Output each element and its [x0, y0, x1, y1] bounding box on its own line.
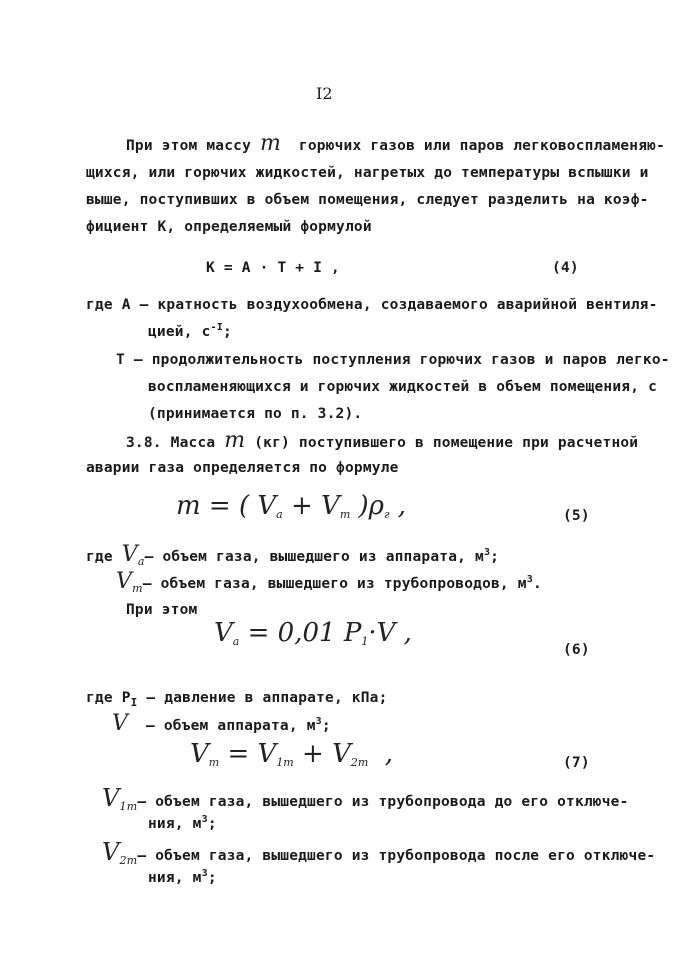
def-t-prefix: Т: [116, 352, 125, 368]
def-v1t-symbol-sub: 1т: [119, 800, 138, 813]
def-v2t-text2: ния, м: [148, 870, 202, 886]
def-a-line2: [148, 323, 232, 341]
eq7-eq: = V: [219, 739, 277, 769]
eq7-sub1: 1т: [276, 756, 294, 769]
equation-5: [176, 491, 406, 521]
def-a-unit-exponent: -I: [210, 322, 223, 333]
def-v2t-sup: 3: [201, 868, 208, 879]
def-v2t-symbol-sub: 2т: [119, 854, 138, 867]
def-vt-symbol-v: V: [116, 569, 133, 594]
def-va-end: ;: [490, 549, 500, 565]
eq7-lhs-sub: т: [208, 756, 220, 769]
def-va-prefix: где: [86, 549, 113, 565]
def-vt-text: – объем газа, вышедшего из трубопроводов, м: [142, 576, 527, 592]
mass-symbol-2: m: [224, 428, 246, 453]
eq5-plus: + V: [282, 491, 340, 521]
eq5-comma: ,: [389, 491, 407, 521]
def-v-symbol: V: [112, 711, 129, 736]
eq7-plus: + V: [293, 739, 351, 769]
def-v2t-symbol: [102, 838, 137, 866]
def-v2t-line2: [148, 869, 217, 887]
def-a-end: ;: [222, 324, 232, 340]
def-v1t-symbol: [102, 784, 137, 812]
equation-7: [190, 739, 393, 769]
def-p1-text: – давление в аппарате, кПа;: [146, 690, 388, 706]
mass-symbol: m: [259, 131, 282, 156]
def-v2t-end: ;: [207, 870, 217, 886]
section-3-8-line2: аварии газа определяется по формуле: [86, 460, 399, 476]
para1-text-b: горючих газов или паров легковоспламеняю-: [298, 138, 666, 154]
para1-line1: [126, 131, 666, 156]
eq6-p-sub: 1: [361, 635, 369, 648]
def-t-line3: (принимается по п. 3.2).: [148, 406, 363, 422]
def-a-unit: цией, с: [148, 324, 211, 340]
def-a-dash: –: [139, 297, 149, 313]
section-3-8-line1: [126, 428, 639, 453]
eq5-va-sub: a: [276, 508, 283, 521]
def-v2t-text: – объем газа, вышедшего из трубопровода после его отключе-: [137, 848, 656, 864]
eq5-rho: )ρ: [350, 491, 384, 521]
def-v-end: ;: [321, 718, 331, 734]
def-a-prefix: где А: [86, 297, 131, 313]
def-v-sup: 3: [315, 716, 322, 727]
def-vt: [116, 569, 542, 595]
def-v1t-line2: [148, 815, 217, 833]
def-v1t-sup: 3: [201, 814, 208, 825]
section-3-8-text-b: (кг) поступившего в помещение при расчетной: [254, 435, 639, 451]
para1-line2: щихся, или горючих жидкостей, нагретых до температуры вспышки и: [86, 165, 649, 181]
def-v2t-line1: [102, 838, 656, 867]
eq7-sub2: 2т: [350, 756, 369, 769]
eq6-v: ·V ,: [368, 618, 412, 648]
def-v1t-line1: [102, 784, 629, 813]
def-v1t-end: ;: [207, 816, 217, 832]
def-a-line1: [86, 296, 658, 314]
pri-etom: При этом: [126, 602, 198, 618]
para1-line4: фициент К, определяемый формулой: [86, 219, 372, 235]
page-number: I2: [316, 84, 333, 103]
def-vt-sup: 3: [526, 574, 533, 585]
eq5-rho-sub: г: [383, 508, 390, 521]
eq5-vt-sub: т: [339, 508, 351, 521]
def-a-text: кратность воздухообмена, создаваемого аварийной вентиля-: [157, 297, 658, 313]
eq6-lhs: V: [214, 618, 233, 648]
def-v1t-symbol-v: V: [102, 784, 120, 812]
eq7-comma: ,: [368, 739, 394, 769]
def-va-symbol-v: V: [121, 542, 138, 567]
def-v-text: – объем аппарата, м: [145, 718, 316, 734]
def-t-line2: воспламеняющихся и горючих жидкостей в объем помещения, с: [148, 379, 657, 395]
equation-6: [214, 618, 412, 648]
def-t-dash: –: [133, 352, 143, 368]
equation-4-label: (4): [552, 260, 579, 276]
def-va-symbol-sub: a: [137, 555, 145, 568]
def-v: [112, 711, 331, 736]
def-v1t-text2: ния, м: [148, 816, 202, 832]
eq7-lhs: V: [190, 739, 209, 769]
section-3-8-text-a: 3.8. Масса: [126, 435, 216, 451]
def-t-line1: [116, 351, 670, 369]
def-p1: [86, 689, 388, 707]
def-vt-symbol-sub: т: [132, 582, 143, 595]
def-vt-end: .: [532, 576, 542, 592]
def-p1-prefix: где Р: [86, 690, 131, 706]
equation-7-label: (7): [563, 755, 590, 771]
def-p1-sub: I: [130, 696, 138, 709]
para1-text-a: При этом массу: [126, 138, 252, 154]
def-va-text: – объем газа, вышедшего из аппарата, м: [144, 549, 484, 565]
equation-4: К = А · Т + I ,: [206, 260, 340, 276]
eq6-lhs-sub: a: [232, 635, 240, 648]
equation-6-label: (6): [563, 642, 590, 658]
eq5-lhs: m = ( V: [176, 491, 277, 521]
eq6-rhs: = 0,01 P: [239, 618, 362, 648]
def-v2t-symbol-v: V: [102, 838, 120, 866]
def-va-sup: 3: [483, 547, 491, 558]
def-va: [86, 542, 500, 568]
equation-5-label: (5): [563, 508, 590, 524]
def-t-text: продолжительность поступления горючих газов и паров легко-: [151, 352, 670, 368]
def-v1t-text: – объем газа, вышедшего из трубопровода до его отключе-: [137, 794, 629, 810]
def-va-symbol: [122, 542, 145, 567]
def-vt-symbol: [116, 569, 143, 594]
para1-line3: выше, поступивших в объем помещения, следует разделить на коэф-: [86, 192, 649, 208]
